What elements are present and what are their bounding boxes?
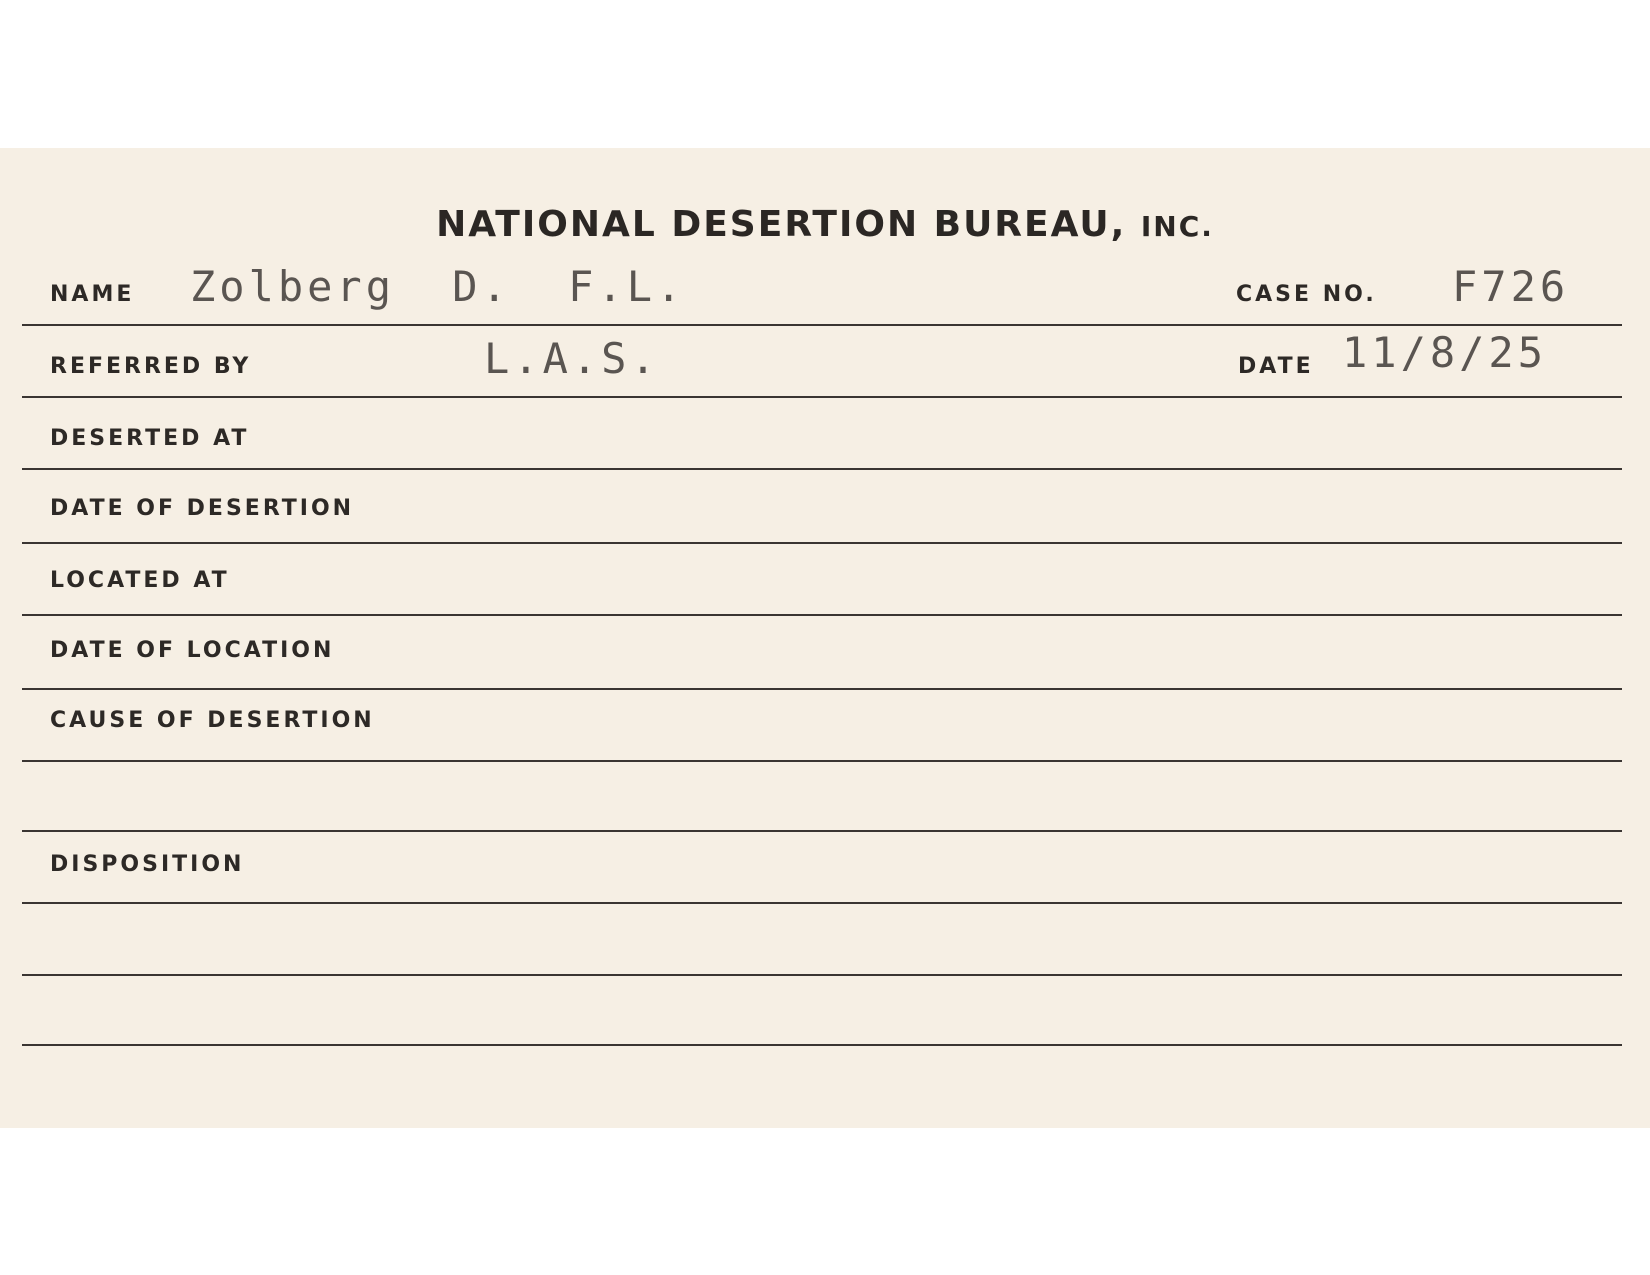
case-no-value: F726 (1452, 262, 1570, 311)
name-value: Zolberg D. F.L. (190, 262, 686, 311)
date-of-desertion-label: DATE OF DESERTION (50, 496, 355, 521)
name-label: NAME (50, 282, 135, 307)
card-title-suffix: INC. (1140, 210, 1214, 243)
cause-of-desertion-label: CAUSE OF DESERTION (50, 708, 375, 733)
name-line (22, 324, 1622, 326)
card-title-main: NATIONAL DESERTION BUREAU, (436, 204, 1127, 245)
referred-by-line (22, 396, 1622, 398)
cause-of-desertion-line-2 (22, 830, 1622, 832)
date-of-location-line (22, 688, 1622, 690)
card-title (0, 204, 1650, 245)
disposition-line-2 (22, 974, 1622, 976)
located-at-line (22, 614, 1622, 616)
deserted-at-label: DESERTED AT (50, 426, 250, 451)
disposition-line (22, 902, 1622, 904)
date-value: 11/8/25 (1342, 328, 1548, 377)
deserted-at-line (22, 468, 1622, 470)
case-no-label: CASE NO. (1236, 282, 1377, 307)
date-of-desertion-line (22, 542, 1622, 544)
located-at-label: LOCATED AT (50, 568, 230, 593)
disposition-label: DISPOSITION (50, 852, 245, 877)
referred-by-value: L.A.S. (484, 334, 660, 383)
disposition-line-3 (22, 1044, 1622, 1046)
referred-by-label: REFERRED BY (50, 354, 252, 379)
cause-of-desertion-line (22, 760, 1622, 762)
date-label: DATE (1238, 354, 1314, 379)
index-card (0, 148, 1650, 1128)
date-of-location-label: DATE OF LOCATION (50, 638, 335, 663)
